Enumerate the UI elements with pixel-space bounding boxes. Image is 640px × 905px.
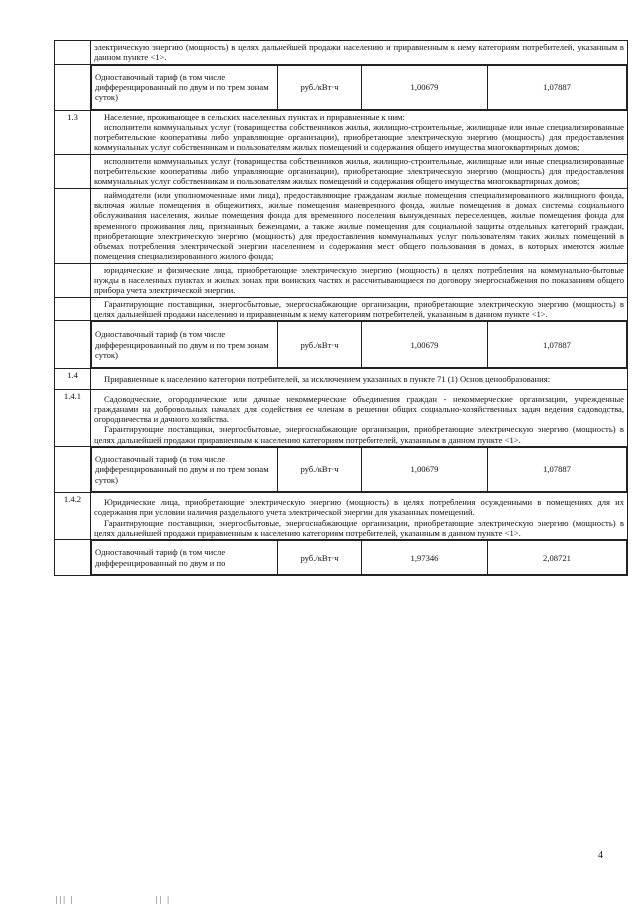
tariff-holder <box>91 321 628 369</box>
tariff-label: Одноставочный тариф (в том числе дифференцированный по двум и по трем зонам суток) <box>92 322 278 368</box>
paragraph: Гарантирующие поставщики, энергосбытовые, энергоснабжающие организации, приобретающие электрическую энергию (мощность) в целях дальнейшей продажи приравненным к населению категориям потребителей, указанным в данном пункте <1>. <box>94 517 624 538</box>
row-content <box>91 188 628 263</box>
row-number <box>55 64 91 110</box>
tariff-row <box>55 321 628 369</box>
tariff-table <box>54 40 628 576</box>
scan-mark: || | <box>156 895 171 904</box>
table-row <box>55 154 628 188</box>
row-number: 1.3 <box>55 110 91 154</box>
table-row <box>55 389 628 446</box>
tariff-row <box>55 447 628 493</box>
tariff-label: Одноставочный тариф (в том числе дифференцированный по двум и по трем зонам суток) <box>92 448 278 492</box>
tariff-value-2: 1,07887 <box>488 322 627 368</box>
paragraph: Юридические лица, приобретающие электрическую энергию (мощность) в целях потребления осужденными в помещениях для их содержания при условии наличия раздельного учета электрической энергии для указанных помещений. <box>94 497 624 518</box>
tariff-unit: руб./кВт·ч <box>278 448 362 492</box>
tariff-value-2: 1,07887 <box>488 65 627 109</box>
table-row <box>55 493 628 540</box>
tariff-subtable <box>91 540 627 575</box>
row-content <box>91 389 628 446</box>
tariff-row <box>55 64 628 110</box>
tariff-holder <box>91 447 628 493</box>
row-content <box>91 493 628 540</box>
tariff-subtable <box>91 447 627 492</box>
tariff-label: Одноставочный тариф (в том числе дифференцированный по двум и по <box>92 541 278 575</box>
row-number: 1.4.1 <box>55 389 91 446</box>
row-number <box>55 154 91 188</box>
paragraph: наймодатели (или уполномоченные ими лица), предоставляющие гражданам жилые помещения специализированного жилищного фонда, включая жилые помещения в общежитиях, жилые помещения маневренного фонда, жилые помещения в домах системы социального обслуживания населения, жилые помещения фонда для временного поселения вынужденных переселенцев, жилые помещения фонда для временного проживания лиц, признанных беженцами, а также жилые помещения для социальной защиты отдельных категорий граждан, приобретающие электрическую энергию (мощность) для предоставления коммунальных услуг пользователям таких жилых помещений в объемах потребления электрической энергии населением и содержания мест общего пользования в домах, в которых имеются жилые помещения специализированного жилого фонда; <box>94 189 624 262</box>
tariff-value-1: 1,00679 <box>362 65 488 109</box>
paragraph: Приравненные к населению категории потребителей, за исключением указанных в пункте 71 (1) Основ ценообразования: <box>104 374 551 385</box>
tariff-holder <box>91 540 628 576</box>
tariff-subtable <box>91 65 627 110</box>
row-number: 1.4.2 <box>55 493 91 540</box>
paragraph: Гарантирующие поставщики, энергосбытовые, энергоснабжающие организации, приобретающие электрическую энергию (мощность) в целях дальнейшей продажи приравненным к населению категориям потребителей, указанным в данном пункте <1>. <box>94 424 624 445</box>
tariff-label: Одноставочный тариф (в том числе дифференцированный по двум и по трем зонам суток) <box>92 65 278 109</box>
row-number <box>55 540 91 576</box>
row-number <box>55 41 91 65</box>
table-row <box>55 263 628 297</box>
row-number <box>55 263 91 297</box>
row-content <box>91 154 628 188</box>
paragraph: юридические и физические лица, приобретающие электрическую энергию (мощность) в целях потребления на коммунально-бытовые нужды в населенных пунктах и жилых зонах при воинских частях и рассчитывающиеся по договору энергоснабжения по показаниям общего прибора учета электрической энергии. <box>94 264 624 296</box>
tariff-unit: руб./кВт·ч <box>278 65 362 109</box>
row-number <box>55 321 91 369</box>
row-content <box>91 263 628 297</box>
row-content <box>91 369 628 389</box>
paragraph: исполнители коммунальных услуг (товарищества собственников жилья, жилищно-строительные, жилищные или иные специализированные потребительские кооперативы либо управляющие организации), приобретающие электрическую энергию (мощность) для предоставления коммунальных услуг собственникам и пользователям жилых помещений и содержания общего имущества многоквартирных домов; <box>94 155 624 187</box>
row-number: 1.4 <box>55 369 91 389</box>
tariff-value-1: 1,00679 <box>362 448 488 492</box>
row-content <box>91 297 628 321</box>
table-row <box>55 188 628 263</box>
tariff-unit: руб./кВт·ч <box>278 322 362 368</box>
tariff-value-1: 1,00679 <box>362 322 488 368</box>
tariff-value-1: 1,97346 <box>362 541 488 575</box>
paragraph: Садоводческие, огороднические или дачные некоммерческие объединения граждан - некоммерческие организации, учрежденные гражданами на добровольных началах для содействия ее членам в решении общих социально-хозяйственных задач ведения садоводства, огородничества и дачного хозяйства. <box>94 393 624 425</box>
tariff-holder <box>91 64 628 110</box>
tariff-value-2: 1,07887 <box>488 448 627 492</box>
row-number <box>55 447 91 493</box>
tariff-subtable <box>91 321 627 368</box>
paragraph: электрическую энергию (мощность) в целях дальнейшей продажи населению и приравненным к нему категориям потребителей, указанным в данном пункте <1>. <box>94 42 624 63</box>
paragraph: Население, проживающее в сельских населенных пунктах и приравненные к ним: <box>104 111 405 122</box>
paragraph: Гарантирующие поставщики, энергосбытовые, энергоснабжающие организации, приобретающие электрическую энергию (мощность) в целях дальнейшей продажи населению и приравненным к нему категориям потребителей, указанным в данном пункте <1>. <box>94 298 624 319</box>
tariff-unit: руб./кВт·ч <box>278 541 362 575</box>
table-row <box>55 369 628 389</box>
table-row <box>55 297 628 321</box>
tariff-value-2: 2,08721 <box>488 541 627 575</box>
row-number <box>55 188 91 263</box>
paragraph: исполнители коммунальных услуг (товарищества собственников жилья, жилищно-строительные, жилищные или иные специализированные потребительские кооперативы либо управляющие организации), приобретающие электрическую энергию (мощность) для предоставления коммунальных услуг собственникам и пользователям жилых помещений и содержания общего имущества многоквартирных домов; <box>94 121 624 153</box>
scan-mark: ||| | <box>56 895 75 904</box>
row-content <box>91 41 628 65</box>
row-content <box>91 110 628 154</box>
table-row <box>55 41 628 65</box>
table-row <box>55 110 628 154</box>
page-number: 4 <box>598 850 603 861</box>
row-number <box>55 297 91 321</box>
tariff-row <box>55 540 628 576</box>
